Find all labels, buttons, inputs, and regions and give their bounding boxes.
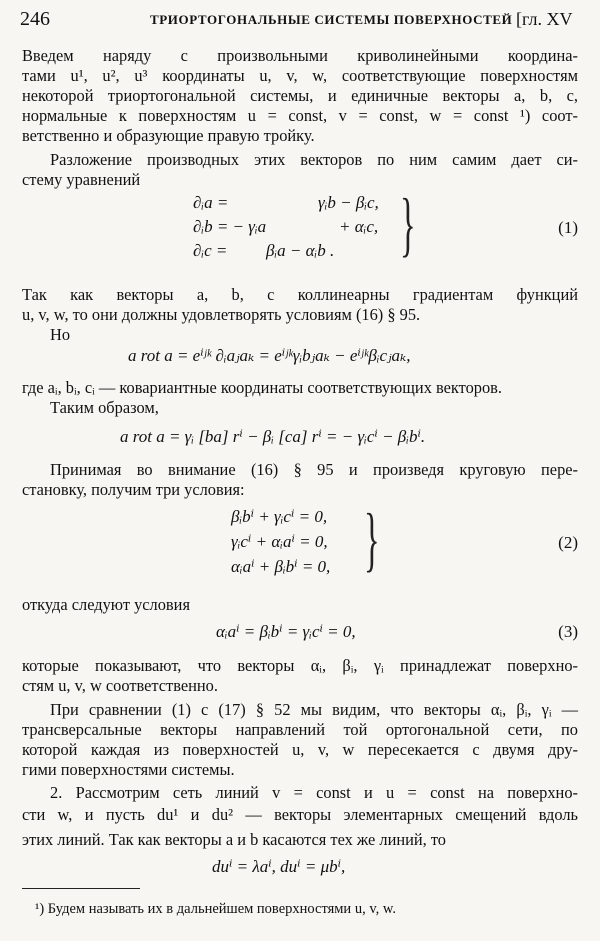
system2-row3: αᵢaⁱ + βᵢbⁱ = 0, [231, 557, 331, 576]
system1-row1-lhs: ∂ᵢa = [193, 193, 229, 212]
para7-line4: гими поверхностями системы. [22, 760, 235, 779]
system1-row2-lhs: ∂ᵢb = − γᵢa [193, 217, 267, 236]
equation-rot-2: a rot a = γᵢ [ba] rⁱ − βᵢ [ca] rⁱ = − γᵢcⁱ − βᵢbⁱ. [120, 427, 426, 446]
system1-row3-rhs: βᵢa − αᵢb . [266, 241, 335, 260]
para1-line4: нормальные к поверхностям u = const, v = const, w = const ¹) соот- [22, 106, 578, 125]
system1-row1-rhs: γᵢb − βᵢc, [318, 193, 379, 212]
equation-rot-1: a rot a = eⁱʲᵏ ∂ᵢaⱼaₖ = eⁱʲᵏγᵢbⱼaₖ − eⁱʲᵏβᵢcⱼaₖ, [128, 346, 411, 365]
equation-number-1: (1) [558, 218, 578, 237]
para1-line3: некоторой триортогональной системы, и единичные векторы a, b, c, [22, 86, 578, 105]
footnote-rule [22, 888, 140, 889]
para1-line2: тами u¹, u², u³ координаты u, v, w, соответствующие поверхностям [22, 66, 578, 85]
para6-line2: стям u, v, w соответственно. [22, 676, 218, 695]
para1-line5: ветственно и образующие правую тройку. [22, 126, 315, 145]
footnote: ¹) Будем называть их в дальнейшем поверхностями u, v, w. [35, 901, 397, 917]
para2-line2: стему уравнений [22, 170, 141, 189]
chapter-label: [гл. XV [516, 9, 573, 29]
para7-line3: которой каждая из поверхностей u, v, w пересекается с двумя дру- [22, 740, 578, 759]
para5-line2: становку, получим три условия: [22, 480, 245, 499]
para2-line1: Разложение производных этих векторов по ним самим дает си- [50, 150, 578, 169]
system1-brace: } [400, 184, 416, 264]
equation-last: duⁱ = λaⁱ, duⁱ = μbⁱ, [212, 857, 346, 876]
system2-row1: βᵢbⁱ + γᵢcⁱ = 0, [231, 507, 328, 526]
para6-line1: которые показывают, что векторы αᵢ, βᵢ, γᵢ принадлежат поверхно- [22, 656, 578, 675]
para3-line2: u, v, w, то они должны удовлетворять условиям (16) § 95. [22, 305, 421, 324]
para4: где aᵢ, bᵢ, cᵢ — ковариантные координаты соответствующих векторов. [22, 378, 503, 397]
system1-row2-rhs: + αᵢc, [339, 217, 379, 236]
no-word: Но [50, 325, 71, 344]
takim-phrase: Таким образом, [50, 398, 159, 417]
para5-line1: Принимая во внимание (16) § 95 и произведя круговую пере- [50, 460, 578, 479]
running-title: ТРИОРТОГОНАЛЬНЫЕ СИСТЕМЫ ПОВЕРХНОСТЕЙ [150, 12, 513, 27]
equation-3: αᵢaⁱ = βᵢbⁱ = γᵢcⁱ = 0, [216, 622, 356, 641]
para3-line1: Так как векторы a, b, c коллинеарны градиентам функций [22, 285, 578, 304]
equation-number-2: (2) [558, 533, 578, 552]
equation-number-3: (3) [558, 622, 578, 641]
para7-line1: При сравнении (1) с (17) § 52 мы видим, что векторы αᵢ, βᵢ, γᵢ — [50, 700, 578, 719]
system2-row2: γᵢcⁱ + αᵢaⁱ = 0, [231, 532, 328, 551]
para8-line3: этих линий. Так как векторы a и b касаются тех же линий, то [22, 830, 447, 849]
system2-brace: } [364, 499, 380, 579]
otkuda-phrase: откуда следуют условия [22, 595, 190, 614]
para8-line2: сти w, и пусть du¹ и du² — векторы элементарных смещений вдоль [22, 805, 578, 824]
para1-line1: Введем наряду с произвольными криволинейными координа- [22, 46, 578, 65]
para8-line1: 2. Рассмотрим сеть линий v = const и u = const на поверхно- [50, 783, 578, 802]
system1-row3-lhs: ∂ᵢc = [193, 241, 228, 260]
page-number: 246 [20, 8, 50, 30]
para7-line2: трансверсальные векторы направлений той ортогональной сети, по [22, 720, 578, 739]
